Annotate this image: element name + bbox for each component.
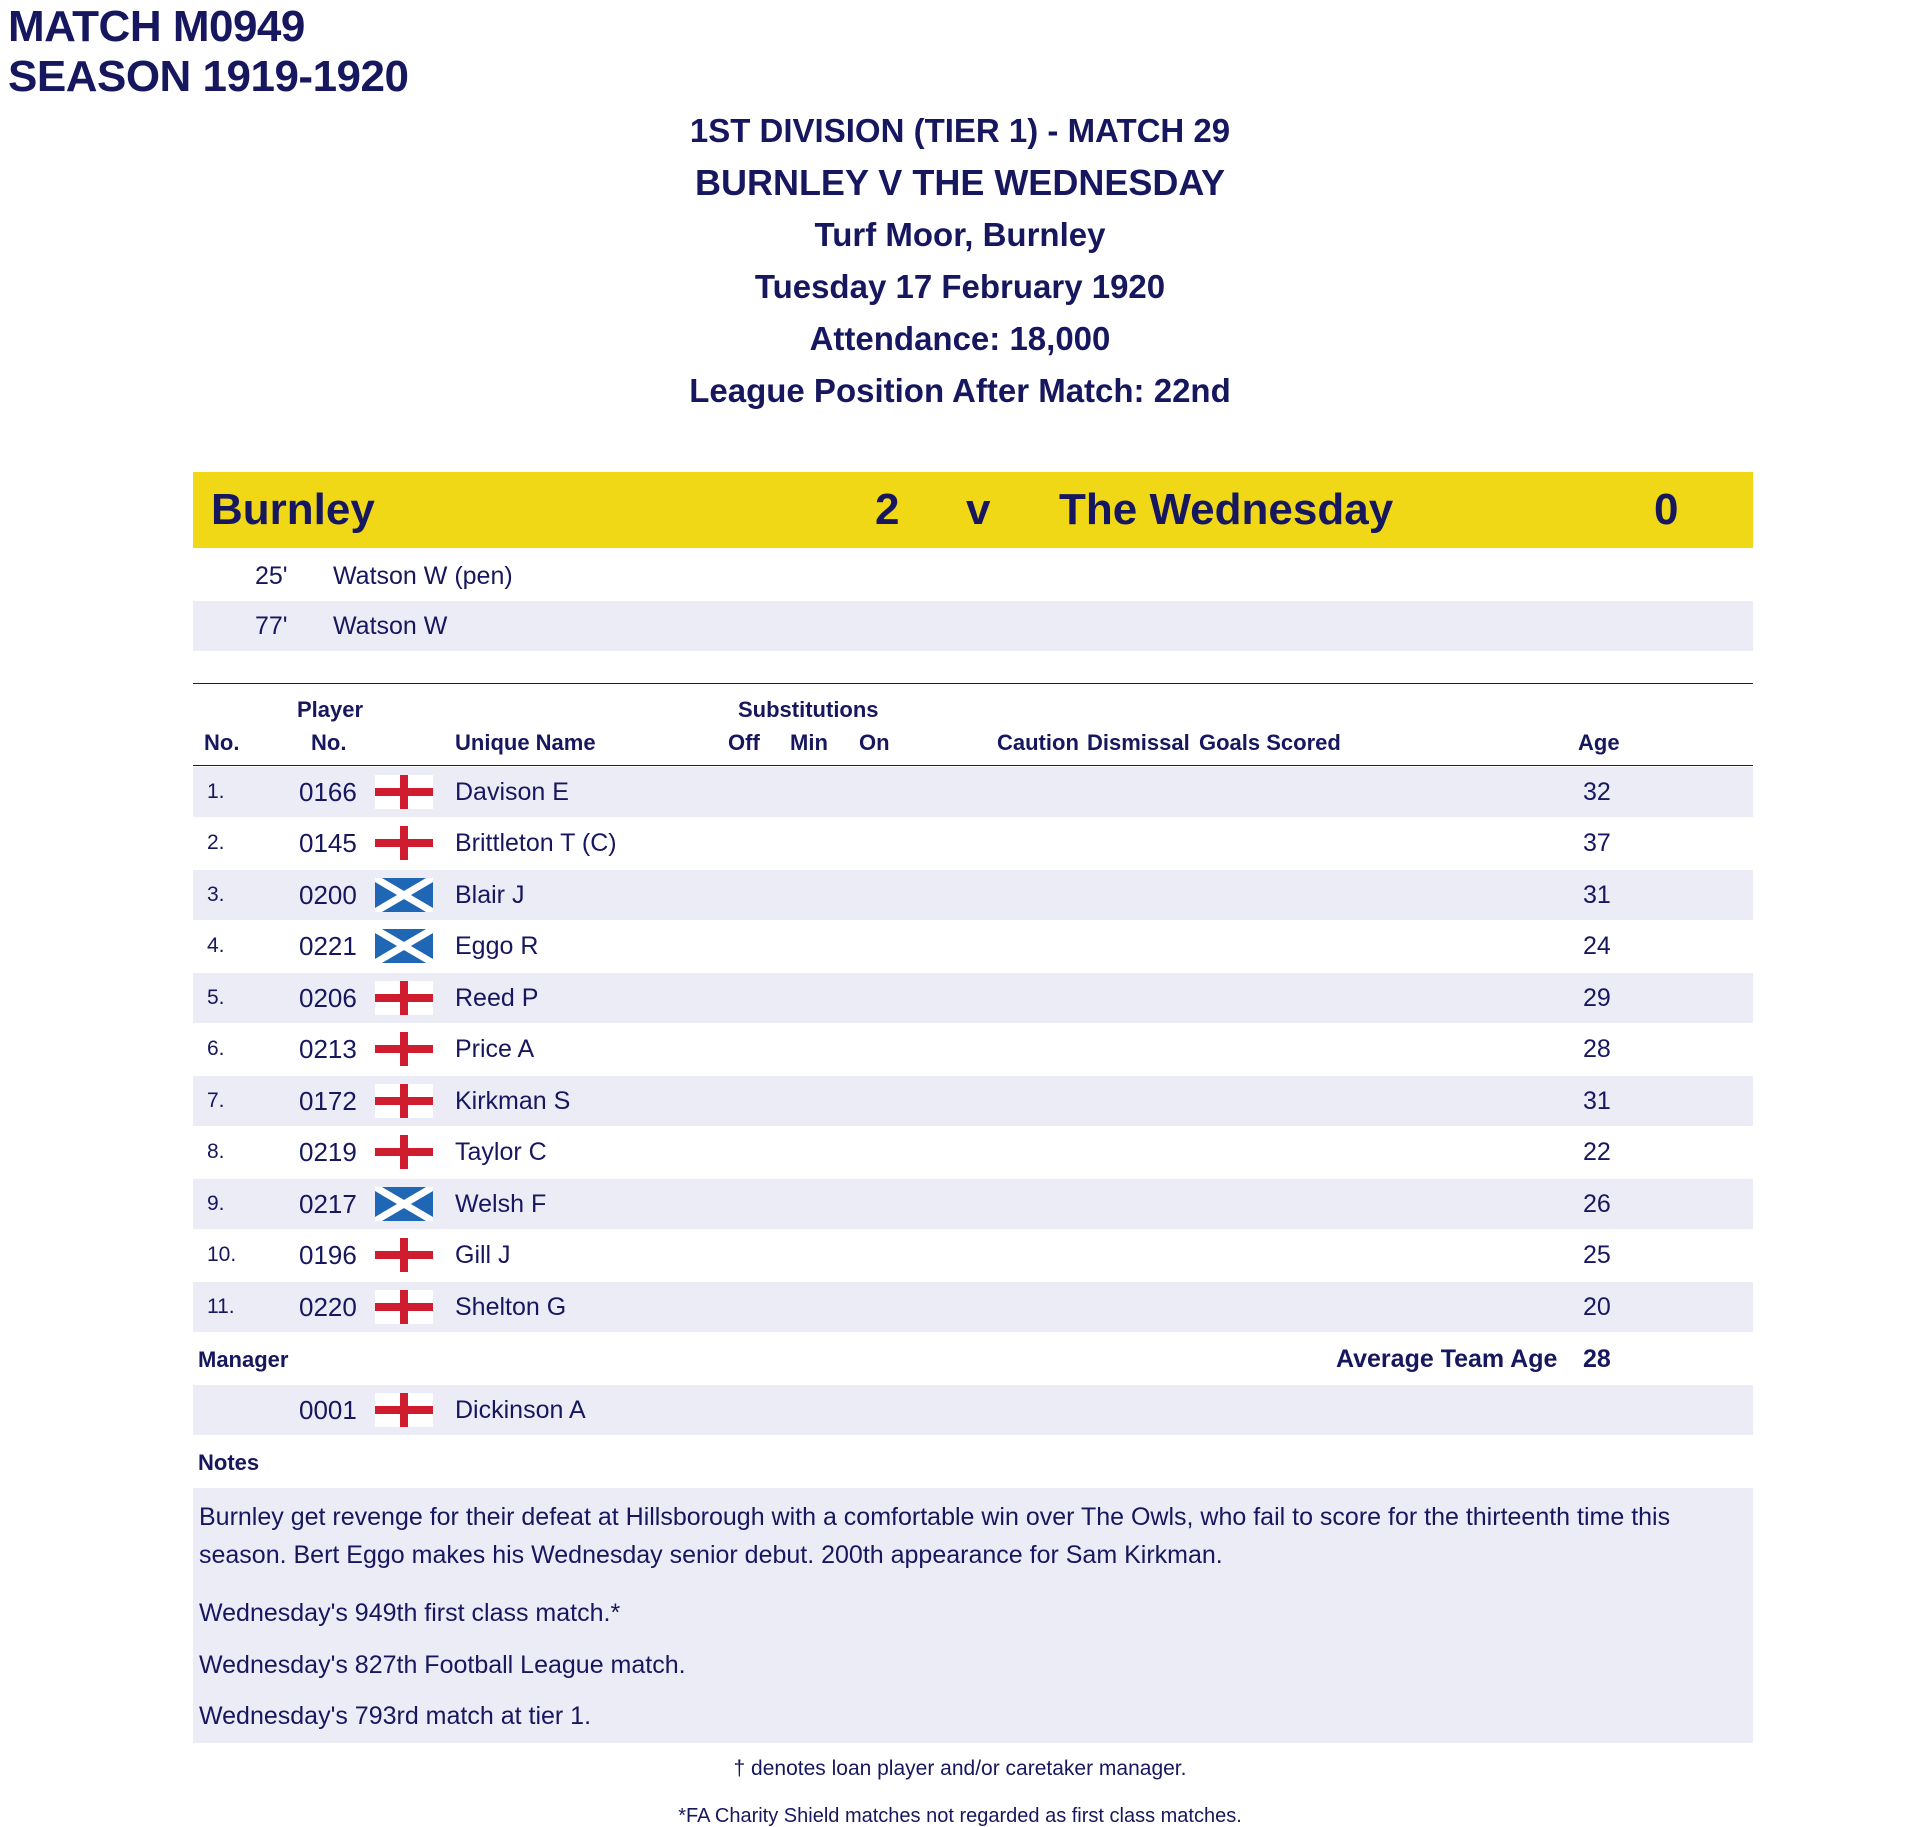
col-unique-name: Unique Name <box>455 730 596 755</box>
player-number: 0172 <box>299 1086 357 1116</box>
goal-scorer: Watson W (pen) <box>333 562 513 590</box>
row-number: 11. <box>207 1295 235 1318</box>
match-date: Tuesday 17 February 1920 <box>754 268 1166 305</box>
table-row <box>193 870 1753 920</box>
england-flag-icon <box>375 775 433 809</box>
table-header-rule <box>193 765 1753 766</box>
away-team-name: The Wednesday <box>1059 485 1394 534</box>
table-row <box>193 1127 1753 1177</box>
table-row <box>193 767 1753 817</box>
table-row <box>193 1230 1753 1280</box>
player-name: Price A <box>455 1035 535 1063</box>
match-id-block <box>8 2 408 102</box>
player-name: Welsh F <box>455 1190 547 1218</box>
row-number: 8. <box>207 1140 225 1163</box>
manager-name: Dickinson A <box>455 1396 586 1424</box>
manager-label: Manager <box>198 1347 289 1372</box>
col-dismissal: Dismissal <box>1087 730 1190 755</box>
scotland-flag-icon <box>375 1187 433 1221</box>
competition-title: 1ST DIVISION (TIER 1) - MATCH 29 <box>689 112 1231 149</box>
row-number: 6. <box>207 1037 225 1060</box>
england-flag-icon <box>375 1084 433 1118</box>
col-age: Age <box>1578 730 1620 755</box>
match-header <box>0 105 1920 417</box>
league-position: League Position After Match: 22nd <box>689 372 1231 409</box>
table-top-rule <box>193 683 1753 684</box>
goal-scorer: Watson W <box>333 612 448 640</box>
row-number: 9. <box>207 1192 225 1215</box>
table-row <box>193 1282 1753 1332</box>
goal-row <box>193 601 1753 651</box>
goal-minute: 25' <box>255 562 288 590</box>
england-flag-icon <box>375 1290 433 1324</box>
player-number: 0219 <box>299 1137 357 1167</box>
player-number: 0200 <box>299 880 357 910</box>
scotland-flag-icon <box>375 929 433 963</box>
notes-panel <box>193 1488 1753 1743</box>
manager-number: 0001 <box>299 1395 357 1425</box>
note-paragraph: Burnley get revenge for their defeat at Hillsborough with a comfortable win over The Owls, who fail to score for the thirteenth time this <box>199 1503 1671 1531</box>
col-sub-off: Off <box>728 730 760 755</box>
england-flag-icon <box>375 1032 433 1066</box>
row-number: 2. <box>207 831 225 854</box>
venue: Turf Moor, Burnley <box>814 216 1106 253</box>
season-label: SEASON 1919-1920 <box>8 52 409 101</box>
player-age: 26 <box>1583 1190 1611 1218</box>
player-age: 22 <box>1583 1138 1611 1166</box>
player-number: 0213 <box>299 1034 357 1064</box>
england-flag-icon <box>375 1135 433 1169</box>
england-flag-icon <box>375 1238 433 1272</box>
player-name: Reed P <box>455 984 539 1012</box>
table-row <box>193 1076 1753 1126</box>
charity-footnote: *FA Charity Shield matches not regarded as first class matches. <box>678 1805 1242 1827</box>
player-number: 0166 <box>299 777 357 807</box>
col-sub-on: On <box>859 730 890 755</box>
table-row <box>193 1179 1753 1229</box>
player-age: 31 <box>1583 881 1611 909</box>
player-number: 0196 <box>299 1240 357 1270</box>
player-age: 24 <box>1583 932 1611 960</box>
average-age-value: 28 <box>1583 1345 1611 1373</box>
player-name: Gill J <box>455 1241 511 1269</box>
player-number: 0221 <box>299 931 357 961</box>
player-age: 31 <box>1583 1087 1611 1115</box>
player-number: 0220 <box>299 1292 357 1322</box>
average-age-label: Average Team Age <box>1336 1345 1558 1373</box>
col-player-label: Player <box>297 697 364 722</box>
note-paragraph: season. Bert Eggo makes his Wednesday senior debut. 200th appearance for Sam Kirkman. <box>199 1541 1223 1569</box>
table-row <box>193 818 1753 868</box>
col-substitutions-label: Substitutions <box>738 697 879 722</box>
player-age: 20 <box>1583 1293 1611 1321</box>
row-number: 1. <box>207 780 225 803</box>
col-player-no: No. <box>311 730 347 755</box>
note-stat: Wednesday's 949th first class match.* <box>199 1599 621 1627</box>
home-team-name: Burnley <box>211 485 375 534</box>
home-team-score: 2 <box>875 485 900 534</box>
goal-minute: 77' <box>255 612 288 640</box>
player-name: Eggo R <box>455 932 539 960</box>
row-number: 10. <box>207 1243 237 1266</box>
col-no: No. <box>204 730 240 755</box>
player-name: Davison E <box>455 778 569 806</box>
notes-label: Notes <box>198 1450 260 1475</box>
row-number: 5. <box>207 986 225 1009</box>
note-stat: Wednesday's 827th Football League match. <box>199 1651 686 1679</box>
fixture-title: BURNLEY V THE WEDNESDAY <box>694 162 1226 203</box>
player-name: Blair J <box>455 881 525 909</box>
player-number: 0145 <box>299 828 357 858</box>
row-number: 4. <box>207 934 225 957</box>
note-stat: Wednesday's 793rd match at tier 1. <box>199 1702 592 1730</box>
player-number: 0206 <box>299 983 357 1013</box>
table-row <box>193 921 1753 971</box>
away-team-score: 0 <box>1654 485 1679 534</box>
attendance: Attendance: 18,000 <box>809 320 1111 357</box>
table-row <box>193 1024 1753 1074</box>
goal-row <box>193 551 1753 601</box>
table-row <box>193 973 1753 1023</box>
player-name: Taylor C <box>455 1138 547 1166</box>
player-age: 29 <box>1583 984 1611 1012</box>
col-sub-min: Min <box>790 730 828 755</box>
scotland-flag-icon <box>375 878 433 912</box>
row-number: 7. <box>207 1089 225 1112</box>
score-bar <box>193 472 1753 548</box>
col-goals-scored: Goals Scored <box>1199 730 1341 755</box>
player-age: 37 <box>1583 829 1611 857</box>
manager-row <box>193 1385 1753 1435</box>
england-flag-icon <box>375 981 433 1015</box>
player-age: 32 <box>1583 778 1611 806</box>
player-name: Brittleton T (C) <box>455 829 617 857</box>
england-flag-icon <box>375 826 433 860</box>
loan-footnote: † denotes loan player and/or caretaker manager. <box>733 1757 1187 1780</box>
player-age: 28 <box>1583 1035 1611 1063</box>
match-code: MATCH M0949 <box>8 2 305 51</box>
row-number: 3. <box>207 883 225 906</box>
versus-label: v <box>966 485 991 534</box>
player-number: 0217 <box>299 1189 357 1219</box>
england-flag-icon <box>375 1393 433 1427</box>
player-name: Shelton G <box>455 1293 567 1321</box>
player-age: 25 <box>1583 1241 1611 1269</box>
col-caution: Caution <box>997 730 1079 755</box>
player-name: Kirkman S <box>455 1087 571 1115</box>
